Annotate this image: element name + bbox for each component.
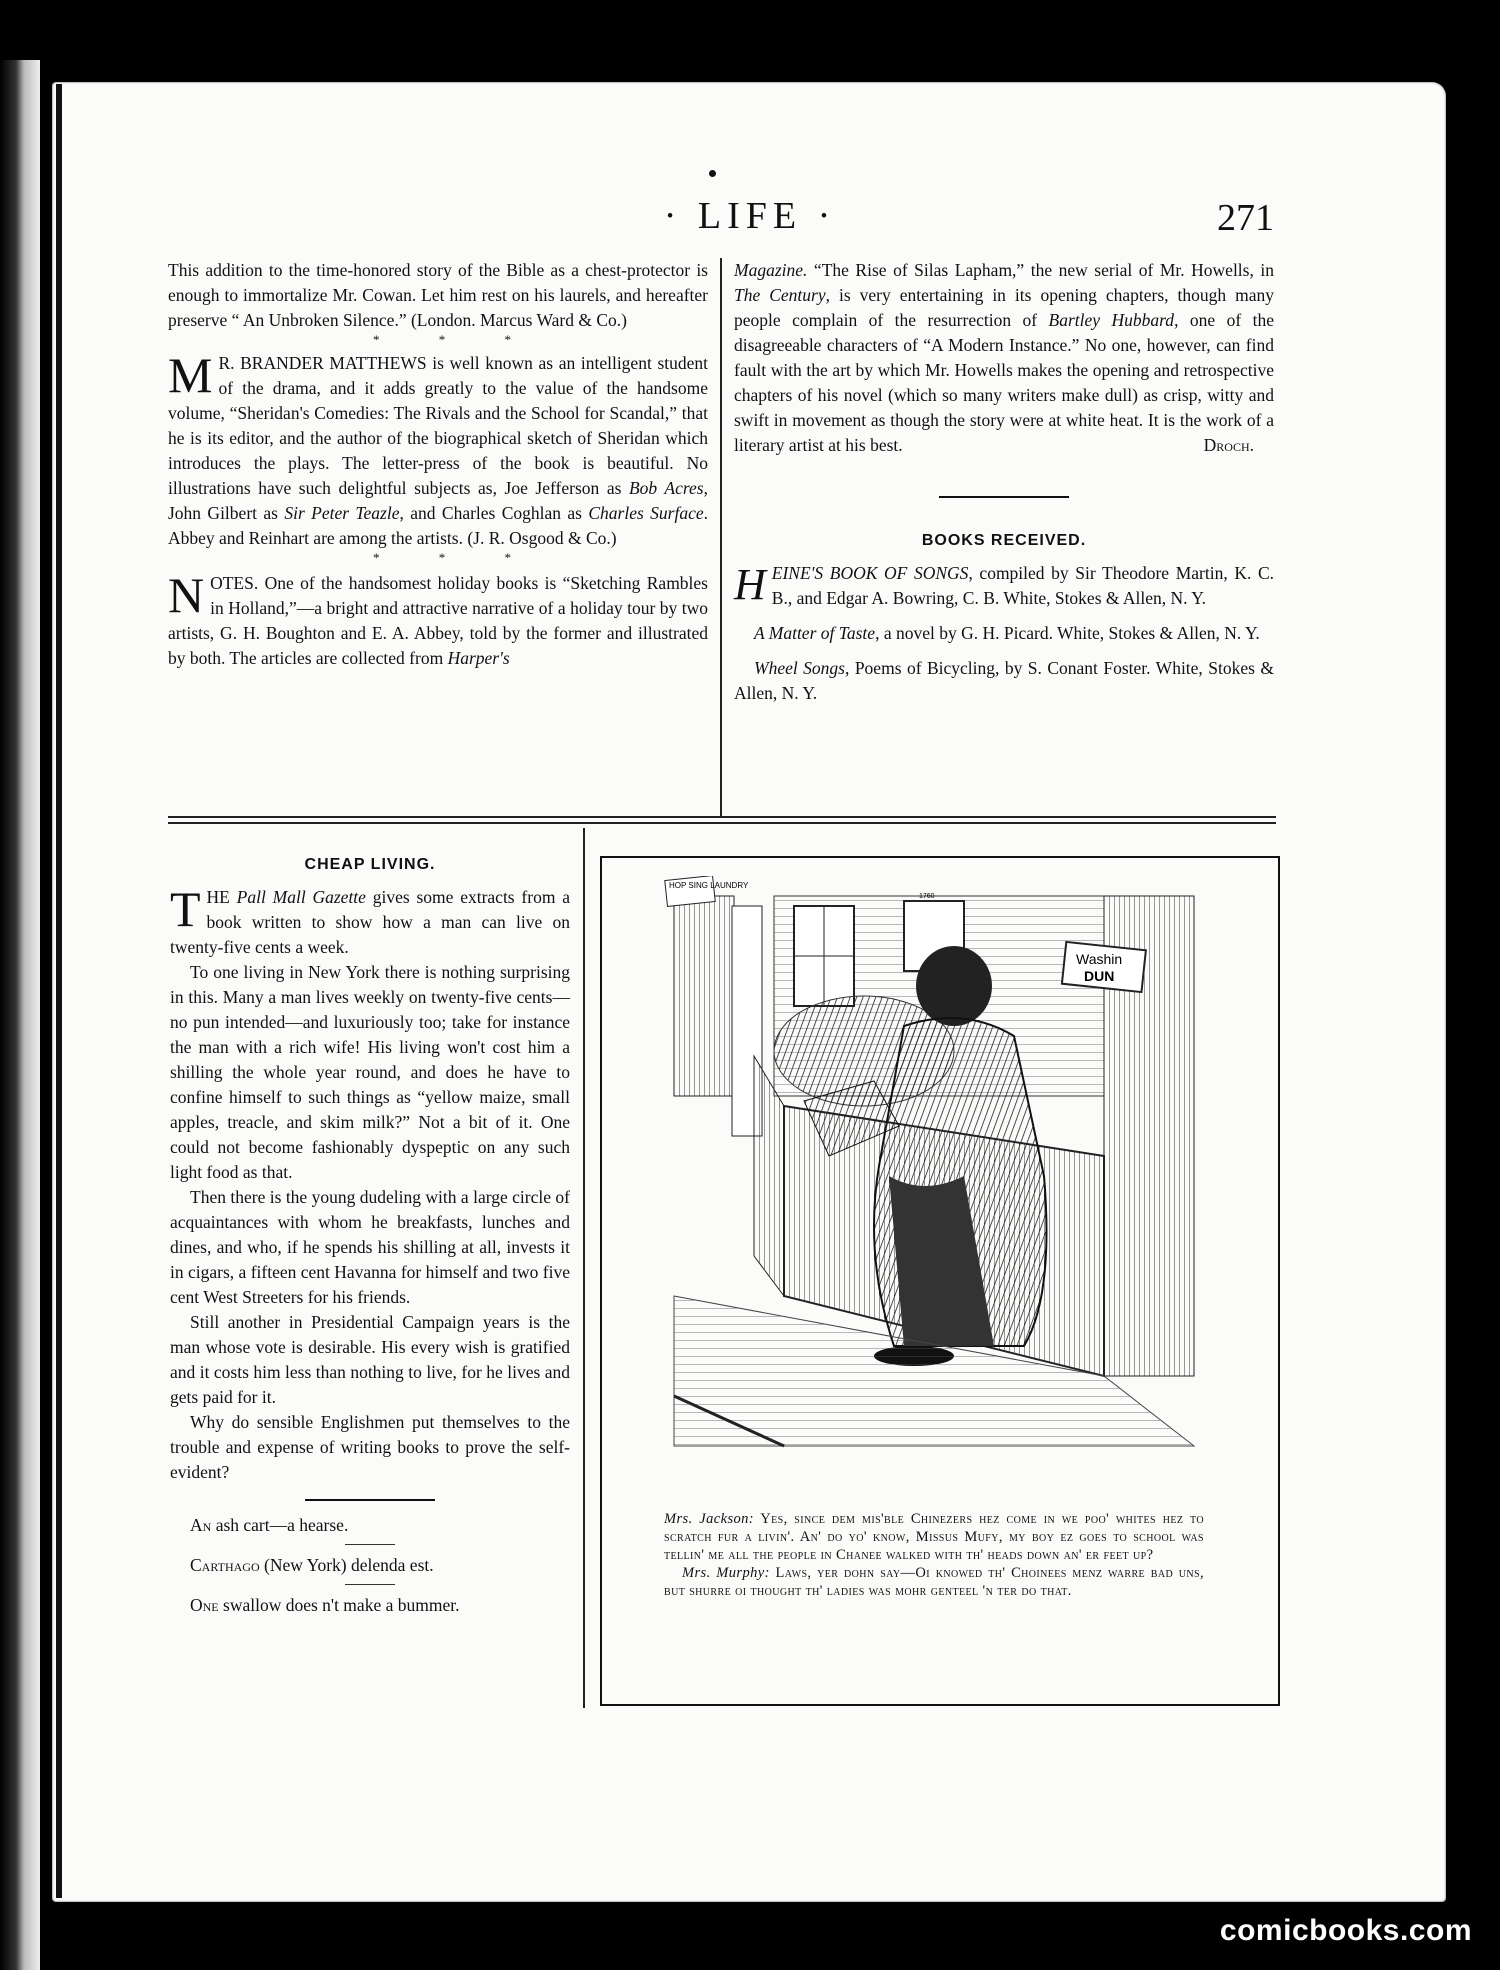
drop-cap-m: M <box>168 347 213 403</box>
column-reviews-right <box>734 258 1274 716</box>
sign-dun: DUN <box>1084 968 1115 984</box>
caption-murphy: Mrs. Murphy: Laws, yer dohn say—Oi knowed th' Choinees menz warre bad uns, but shurre oi thought th' ladies was mohr genteel 'n ter do that. <box>664 1565 1204 1599</box>
books-received <box>734 528 1274 706</box>
cheap-living-p2: To one living in New York there is nothing surprising in this. Many a man lives weekly on twenty-five cents—no pun intended—and luxuriously too; take for instance the man with a rich wife! His living won't cost him a shilling the whole year round, and does he have to confine himself to such things as “yellow maize, small apples, treacle, and skim milk?” Not a bit of it. One could not become fashionably dyspeptic on any such light food as that. <box>170 962 570 1182</box>
adjacent-page-edge <box>0 60 40 1970</box>
divider <box>345 1584 395 1585</box>
divider <box>305 1499 435 1501</box>
cheap-living-title: CHEAP LIVING. <box>304 856 436 873</box>
column-reviews-left <box>168 258 708 671</box>
divider <box>939 496 1069 498</box>
divider <box>345 1544 395 1545</box>
header-ornament <box>709 170 716 177</box>
page-number: 271 <box>1217 197 1274 239</box>
jokes <box>170 1513 570 1618</box>
cheap-living-p4: Still another in Presidential Campaign years is the man whose vote is desirable. His every wish is gratified and it costs him less than nothing to live, for he lives and gets paid for it. <box>170 1312 570 1407</box>
author-signature: Droch. <box>1203 435 1254 455</box>
column-cheap-living <box>170 852 570 1618</box>
intro-paragraph: This addition to the time-honored story of the Bible as a chest-protector is enough to immortalize Mr. Cowan. Let him rest on his laurels, and hereafter preserve “ An Unbroken Silence.” (London. Marcus Ward & Co.) <box>168 260 708 330</box>
book-entry: A Matter of Taste, a novel by G. H. Picard. White, Stokes & Allen, N. Y. <box>754 623 1260 643</box>
joke-2: Carthago (New York) delenda est. <box>190 1555 434 1575</box>
notes-paragraph: NOTES. One of the handsomest holiday books is “Sketching Rambles in Holland,”—a bright and attractive narrative of a holiday tour by two artists, G. H. Boughton and E. A. Abbey, told by the former and illustrated by both. The articles are collected from Harper's <box>168 567 708 668</box>
column-divider <box>720 258 722 818</box>
section-rule <box>168 822 1276 824</box>
column-divider <box>583 828 585 1708</box>
cheap-living-p3: Then there is the young dudeling with a large circle of acquaintances with whom he breakfasts, lunches and dines, and who, if he spends his shilling at all, invests it in cigars, a fifteen cent Havanna for himself and two five cent West Streeters for his friends. <box>170 1187 570 1307</box>
joke-3: One swallow does n't make a bummer. <box>190 1595 460 1615</box>
sign-washin: Washin <box>1076 951 1123 967</box>
illustration-caption <box>664 1510 1204 1600</box>
cheap-living-p1: THE Pall Mall Gazette gives some extracts from a book written to show how a man can live on twenty-five cents a week. <box>170 881 570 957</box>
drop-cap-h: H <box>734 560 766 609</box>
cheap-living-p5: Why do sensible Englishmen put themselves to the trouble and expense of writing books to prove the self-evident? <box>170 1412 570 1482</box>
caption-jackson: Mrs. Jackson: Yes, since dem mis'ble Chinezers hez come in we poo' whites hez to scratch fur a livin'. An' do yo' know, Missus Mufy, my boy ez goes to school was tellin' me all the people in Chanee walked with th' heads down an' er feet up? <box>664 1511 1205 1563</box>
cartoon-illustration <box>664 876 1204 1456</box>
section-separator: * * * <box>373 550 539 565</box>
drop-cap-n: N <box>168 567 205 623</box>
drop-cap-t: T <box>170 881 201 937</box>
page-binding <box>56 84 62 1898</box>
howells-review: Magazine. “The Rise of Silas Lapham,” the new serial of Mr. Howells, in The Century, is very entertaining in its opening chapters, though many people complain of the resurrection of Bartley Hubbard, one of the disagreeable characters of “A Modern Instance.” No one, however, can find fault with the art by which Mr. Howells makes the opening and retrospective chapters of his novel (which so many writers make dull) as crisp, witty and swift in movement as though the story were at white heat. It is the work of a literary artist at his best. Droch. <box>734 258 1274 458</box>
book-entry: HEINE'S BOOK OF SONGS, compiled by Sir Theodore Martin, K. C. B., and Edgar A. Bowring, C. B. White, Stokes & Allen, N. Y. <box>734 560 1274 609</box>
book-entry: Wheel Songs, Poems of Bicycling, by S. Conant Foster. White, Stokes & Allen, N. Y. <box>734 658 1274 703</box>
sign-laundry: HOP SING LAUNDRY <box>669 881 749 890</box>
door-number: 1760 <box>919 893 935 900</box>
joke-1: An ash cart—a hearse. <box>190 1515 349 1535</box>
masthead: · LIFE · <box>663 195 837 237</box>
section-separator: * * * <box>373 332 539 347</box>
section-rule <box>168 816 1276 818</box>
watermark: comicbooks.com <box>1219 1914 1472 1947</box>
books-received-title: BOOKS RECEIVED. <box>921 532 1087 549</box>
matthews-review: M R. BRANDER MATTHEWS is well known as an intelligent student of the drama, and it adds greatly to the value of the handsome volume, “Sheridan's Comedies: The Rivals and the School for Scandal,” that he is its editor, and the author of the biographical sketch of Sheridan which introduces the plays. The letter-press of the book is beautiful. No illustrations have such delightful subjects as, Joe Jefferson as Bob Acres, John Gilbert as Sir Peter Teazle, and Charles Coghlan as Charles Surface. Abbey and Reinhart are among the artists. (J. R. Osgood & Co.) <box>168 347 708 548</box>
